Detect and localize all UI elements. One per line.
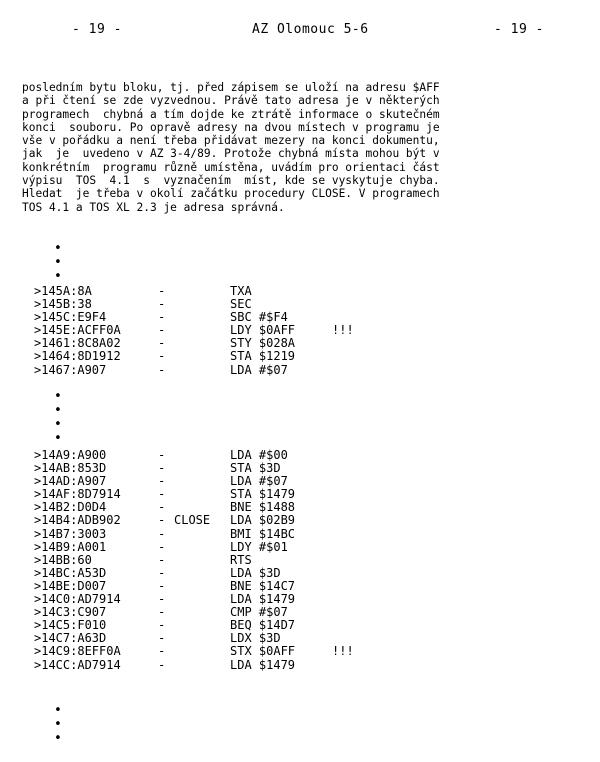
- ellipsis-dot: •: [54, 403, 62, 418]
- listing-separator: -: [158, 323, 166, 338]
- paragraph-line: TOS 4.1 a TOS XL 2.3 je adresa správná.: [22, 200, 285, 214]
- listing-instruction: STA $1479: [230, 487, 296, 502]
- listing-instruction: LDA $3D: [230, 565, 281, 580]
- listing-separator: -: [158, 349, 166, 364]
- paragraph-line: Hledat je třeba v okolí začátku procedury CLOSE. V programech: [22, 187, 440, 201]
- listing-separator: -: [158, 474, 166, 489]
- listing-instruction: TXA: [230, 284, 252, 298]
- paragraph-line: konci souboru. Po opravě adresy na dvou místech v programu je: [22, 120, 440, 134]
- listing-address: >14B4:ADB902: [34, 513, 121, 528]
- listing-address: >14A9:A900: [34, 448, 107, 462]
- listing-separator: -: [158, 310, 166, 325]
- listing-flag: !!!: [332, 644, 354, 659]
- paragraph-line: vše v pořádku a není třeba přidávat mezery na konci dokumentu,: [22, 134, 440, 148]
- listing-address: >145E:ACFF0A: [34, 323, 121, 338]
- listing-instruction: LDY $0AFF: [230, 323, 296, 338]
- listing-separator: -: [158, 284, 166, 298]
- listing-address: >14BB:60: [34, 552, 92, 567]
- listing-instruction: BNE $1488: [230, 500, 296, 515]
- listing-instruction: RTS: [230, 552, 252, 567]
- listing-separator: -: [158, 500, 166, 515]
- listing-instruction: STA $1219: [230, 349, 296, 364]
- listing-instruction: LDA #$00: [230, 448, 288, 462]
- listing-separator: -: [158, 552, 166, 567]
- listing-separator: -: [158, 539, 166, 554]
- ellipsis-dot: •: [54, 269, 62, 284]
- listing-instruction: LDA $1479: [230, 657, 296, 672]
- paragraph-line: jak je uvedeno v AZ 3-4/89. Protože chybná místa mohou být v: [22, 147, 440, 161]
- listing-instruction: LDA #$07: [230, 362, 288, 377]
- ellipsis-dot: •: [54, 241, 62, 256]
- listing-separator: -: [158, 618, 166, 633]
- publication-title: AZ Olomouc 5-6: [252, 22, 369, 37]
- ellipsis-dot: •: [54, 703, 62, 718]
- ellipsis-dot: •: [54, 731, 62, 746]
- listing-instruction: LDY #$01: [230, 539, 288, 554]
- ellipsis-dot: •: [54, 389, 62, 404]
- listing-instruction: SBC #$F4: [230, 310, 288, 325]
- listing-separator: -: [158, 448, 166, 462]
- paragraph-line: a při čtení se zde vyzvednou. Právě tato adresa je v některých: [22, 94, 440, 108]
- ellipsis-dot: •: [54, 255, 62, 270]
- listing-address: >14C9:8EFF0A: [34, 644, 121, 659]
- paragraph-line: programech chybná a tím dojde ke ztrátě informace o skutečném: [22, 107, 440, 121]
- listing-instruction: LDX $3D: [230, 631, 281, 646]
- paragraph-line: posledním bytu bloku, tj. před zápisem se uloží na adresu $AFF: [22, 81, 440, 94]
- listing-instruction: BMI $14BC: [230, 526, 296, 541]
- listing-instruction: LDA $1479: [230, 592, 296, 607]
- listing-instruction: LDA $02B9: [230, 513, 296, 528]
- listing-separator: -: [158, 526, 166, 541]
- listing-address: >1464:8D1912: [34, 349, 121, 364]
- listing-address: >14BC:A53D: [34, 565, 107, 580]
- paragraph-line: výpisu TOS 4.1 s vyznačením míst, kde se vyskytuje chyba.: [22, 174, 440, 188]
- listing-instruction: BEQ $14D7: [230, 618, 296, 633]
- listing-flag: !!!: [332, 323, 354, 338]
- listing-separator: -: [158, 297, 166, 312]
- listing-address: >145B:38: [34, 297, 92, 312]
- listing-address: >14C7:A63D: [34, 631, 107, 646]
- listing-address: >14B7:3003: [34, 526, 107, 541]
- listing-address: >14C3:C907: [34, 605, 107, 620]
- ellipsis-dot: •: [54, 417, 62, 432]
- listing-separator: -: [158, 578, 166, 593]
- listing-separator: -: [158, 592, 166, 607]
- listing-address: >14B9:A001: [34, 539, 107, 554]
- ellipsis-dot: •: [54, 431, 62, 446]
- listing-separator: -: [158, 513, 166, 528]
- ellipsis-dot: •: [54, 717, 62, 732]
- listing-instruction: BNE $14C7: [230, 578, 296, 593]
- listing-address: >14AB:853D: [34, 461, 107, 476]
- listing-separator: -: [158, 487, 166, 502]
- listing-address: >145A:8A: [34, 284, 92, 298]
- page-number-right: - 19 -: [494, 22, 544, 37]
- listing-address: >14B2:D0D4: [34, 500, 107, 515]
- listing-address: >1467:A907: [34, 362, 107, 377]
- listing-instruction: CMP #$07: [230, 605, 288, 620]
- listing-instruction: SEC: [230, 297, 252, 312]
- paragraph-line: konkrétním programu různě umístěna, uvádím pro orientaci část: [22, 160, 440, 174]
- listing-address: >14C0:AD7914: [34, 592, 121, 607]
- listing-address: >14AD:A907: [34, 474, 107, 489]
- listing-separator: -: [158, 644, 166, 659]
- body-paragraph: [22, 81, 582, 214]
- listing-address: >1461:8C8A02: [34, 336, 121, 351]
- listing-instruction: LDA #$07: [230, 474, 288, 489]
- listing-separator: -: [158, 565, 166, 580]
- listing-address: >14CC:AD7914: [34, 657, 121, 672]
- listing-separator: -: [158, 336, 166, 351]
- listing-separator: -: [158, 631, 166, 646]
- listing-instruction: STX $0AFF: [230, 644, 296, 659]
- listing-address: >145C:E9F4: [34, 310, 107, 325]
- listing-instruction: STY $028A: [230, 336, 296, 351]
- listing-separator: -: [158, 657, 166, 672]
- listing-label: CLOSE: [174, 513, 211, 528]
- page-number-left: - 19 -: [72, 22, 122, 37]
- listing-address: >14C5:F010: [34, 618, 107, 633]
- listing-separator: -: [158, 362, 166, 377]
- listing-separator: -: [158, 461, 166, 476]
- listing-address: >14BE:D007: [34, 578, 107, 593]
- listing-instruction: STA $3D: [230, 461, 281, 476]
- listing-separator: -: [158, 605, 166, 620]
- listing-address: >14AF:8D7914: [34, 487, 121, 502]
